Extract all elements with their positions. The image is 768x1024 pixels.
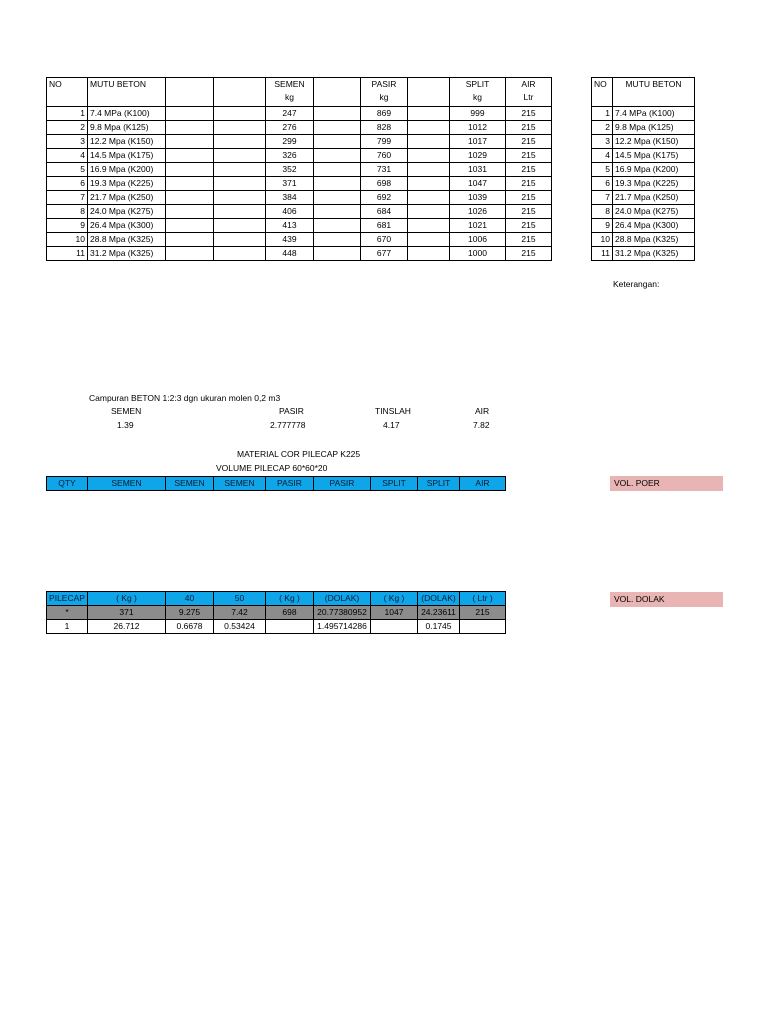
- right-header-no: NO: [592, 78, 613, 107]
- right-cell-no: 9: [592, 219, 613, 233]
- cell-pasir: 731: [361, 163, 408, 177]
- material-header-cell: SEMEN: [214, 477, 266, 491]
- header-semen: SEMEN kg: [266, 78, 314, 107]
- table-row: [47, 149, 552, 163]
- right-cell-mutu: 12.2 Mpa (K150): [613, 135, 695, 149]
- cell-no: 2: [47, 121, 88, 135]
- header-pasir: PASIR kg: [361, 78, 408, 107]
- right-cell-no: 3: [592, 135, 613, 149]
- cell-mutu: 9.8 Mpa (K125): [88, 121, 166, 135]
- header-split: SPLIT kg: [450, 78, 506, 107]
- cell-no: 4: [47, 149, 88, 163]
- right-mutu-table: [591, 77, 695, 261]
- right-cell-mutu: 19.3 Mpa (K225): [613, 177, 695, 191]
- cell-pasir: 760: [361, 149, 408, 163]
- cell-air: 215: [506, 219, 552, 233]
- pilecap-one-cell: [460, 620, 506, 634]
- pilecap-one-cell: [266, 620, 314, 634]
- cell-no: 3: [47, 135, 88, 149]
- table-row: [592, 107, 695, 121]
- cell-mutu: 31.2 Mpa (K325): [88, 247, 166, 261]
- pilecap-header-cell: 40: [166, 592, 214, 606]
- table-row: [592, 219, 695, 233]
- pilecap-star-cell: 9.275: [166, 606, 214, 620]
- right-cell-no: 7: [592, 191, 613, 205]
- right-cell-no: 5: [592, 163, 613, 177]
- vol-poer-label: VOL. POER: [610, 476, 723, 491]
- campuran-title: Campuran BETON 1:2:3 dgn ukuran molen 0,2 m3: [89, 393, 281, 403]
- cell-mutu: 7.4 MPa (K100): [88, 107, 166, 121]
- right-header-mutu-beton: MUTU BETON: [613, 78, 695, 107]
- right-cell-mutu: 14.5 Mpa (K175): [613, 149, 695, 163]
- pilecap-one-cell: 1: [47, 620, 88, 634]
- table-row: [47, 135, 552, 149]
- table-row: [592, 163, 695, 177]
- cell-mutu: 14.5 Mpa (K175): [88, 149, 166, 163]
- cell-no: 1: [47, 107, 88, 121]
- cell-split: 1031: [450, 163, 506, 177]
- cell-no: 9: [47, 219, 88, 233]
- cell-pasir: 684: [361, 205, 408, 219]
- right-cell-mutu: 26.4 Mpa (K300): [613, 219, 695, 233]
- pilecap-one-row: [47, 620, 506, 634]
- cell-split: 1039: [450, 191, 506, 205]
- pilecap-table: [46, 591, 506, 634]
- cell-mutu: 21.7 Mpa (K250): [88, 191, 166, 205]
- material-title: MATERIAL COR PILECAP K225: [237, 449, 361, 459]
- cell-no: 6: [47, 177, 88, 191]
- pilecap-header-cell: ( Kg ): [371, 592, 418, 606]
- cell-semen: 448: [266, 247, 314, 261]
- campuran-air-label: AIR: [475, 406, 490, 416]
- table-row: [47, 205, 552, 219]
- cell-air: 215: [506, 191, 552, 205]
- table-row: [592, 121, 695, 135]
- right-cell-no: 11: [592, 247, 613, 261]
- header-mutu-beton: MUTU BETON: [88, 78, 166, 107]
- pilecap-one-cell: 26.712: [88, 620, 166, 634]
- campuran-pasir-label: PASIR: [279, 406, 304, 416]
- cell-mutu: 28.8 Mpa (K325): [88, 233, 166, 247]
- table-row: [47, 163, 552, 177]
- cell-pasir: 692: [361, 191, 408, 205]
- table-row: [592, 247, 695, 261]
- cell-semen: 276: [266, 121, 314, 135]
- cell-split: 1047: [450, 177, 506, 191]
- material-volume: VOLUME PILECAP 60*60*20: [216, 463, 328, 473]
- campuran-semen-label: SEMEN: [111, 406, 142, 416]
- material-header-cell: PASIR: [314, 477, 371, 491]
- cell-air: 215: [506, 121, 552, 135]
- cell-split: 999: [450, 107, 506, 121]
- campuran-tinslah-label: TINSLAH: [375, 406, 411, 416]
- pilecap-one-cell: [371, 620, 418, 634]
- material-header-row: [47, 477, 506, 491]
- cell-mutu: 24.0 Mpa (K275): [88, 205, 166, 219]
- header-no: NO: [47, 78, 88, 107]
- material-header-cell: SEMEN: [166, 477, 214, 491]
- cell-semen: 406: [266, 205, 314, 219]
- table-row: [592, 191, 695, 205]
- cell-pasir: 869: [361, 107, 408, 121]
- cell-semen: 384: [266, 191, 314, 205]
- pilecap-header-cell: ( Ltr ): [460, 592, 506, 606]
- material-header-table: [46, 476, 506, 491]
- table-row: [592, 177, 695, 191]
- table-row: [47, 191, 552, 205]
- pilecap-star-cell: 1047: [371, 606, 418, 620]
- cell-no: 11: [47, 247, 88, 261]
- table-row: [47, 233, 552, 247]
- material-header-cell: SPLIT: [371, 477, 418, 491]
- table-row: [47, 121, 552, 135]
- pilecap-one-cell: 0.1745: [418, 620, 460, 634]
- cell-split: 1000: [450, 247, 506, 261]
- cell-semen: 352: [266, 163, 314, 177]
- table-row: [47, 247, 552, 261]
- right-cell-mutu: 28.8 Mpa (K325): [613, 233, 695, 247]
- cell-split: 1021: [450, 219, 506, 233]
- table-row: [592, 135, 695, 149]
- campuran-pasir-value: 2.777778: [270, 420, 306, 430]
- campuran-air-value: 7.82: [473, 420, 490, 430]
- pilecap-header-cell: PILECAP: [47, 592, 88, 606]
- cell-pasir: 681: [361, 219, 408, 233]
- cell-semen: 247: [266, 107, 314, 121]
- right-cell-no: 6: [592, 177, 613, 191]
- cell-pasir: 670: [361, 233, 408, 247]
- cell-split: 1029: [450, 149, 506, 163]
- cell-air: 215: [506, 233, 552, 247]
- table-row: [592, 149, 695, 163]
- material-header-cell: AIR: [460, 477, 506, 491]
- right-cell-mutu: 9.8 Mpa (K125): [613, 121, 695, 135]
- cell-semen: 439: [266, 233, 314, 247]
- pilecap-star-cell: 215: [460, 606, 506, 620]
- pilecap-star-row: [47, 606, 506, 620]
- pilecap-star-cell: 7.42: [214, 606, 266, 620]
- cell-air: 215: [506, 205, 552, 219]
- right-cell-no: 4: [592, 149, 613, 163]
- cell-mutu: 16.9 Mpa (K200): [88, 163, 166, 177]
- cell-no: 8: [47, 205, 88, 219]
- pilecap-one-cell: 0.53424: [214, 620, 266, 634]
- pilecap-header-cell: (DOLAK): [314, 592, 371, 606]
- cell-semen: 413: [266, 219, 314, 233]
- table-row: [47, 107, 552, 121]
- cell-mutu: 12.2 Mpa (K150): [88, 135, 166, 149]
- cell-split: 1017: [450, 135, 506, 149]
- table-row: [47, 177, 552, 191]
- right-cell-mutu: 7.4 MPa (K100): [613, 107, 695, 121]
- pilecap-star-cell: 371: [88, 606, 166, 620]
- right-cell-mutu: 16.9 Mpa (K200): [613, 163, 695, 177]
- cell-semen: 326: [266, 149, 314, 163]
- cell-semen: 299: [266, 135, 314, 149]
- cell-pasir: 698: [361, 177, 408, 191]
- right-cell-no: 8: [592, 205, 613, 219]
- cell-no: 10: [47, 233, 88, 247]
- cell-pasir: 677: [361, 247, 408, 261]
- right-cell-mutu: 24.0 Mpa (K275): [613, 205, 695, 219]
- cell-air: 215: [506, 107, 552, 121]
- pilecap-header-cell: ( Kg ): [88, 592, 166, 606]
- cell-no: 7: [47, 191, 88, 205]
- campuran-semen-value: 1.39: [117, 420, 134, 430]
- cell-air: 215: [506, 247, 552, 261]
- right-cell-no: 1: [592, 107, 613, 121]
- pilecap-header-cell: 50: [214, 592, 266, 606]
- cell-air: 215: [506, 163, 552, 177]
- right-cell-no: 2: [592, 121, 613, 135]
- table-row: [592, 233, 695, 247]
- pilecap-one-cell: 0.6678: [166, 620, 214, 634]
- cell-split: 1026: [450, 205, 506, 219]
- pilecap-star-cell: 20.77380952: [314, 606, 371, 620]
- pilecap-star-cell: 698: [266, 606, 314, 620]
- keterangan-label: Keterangan:: [613, 279, 660, 289]
- pilecap-star-cell: *: [47, 606, 88, 620]
- pilecap-header-row: [47, 592, 506, 606]
- right-cell-no: 10: [592, 233, 613, 247]
- table-row: [47, 219, 552, 233]
- material-header-cell: SEMEN: [88, 477, 166, 491]
- pilecap-header-cell: ( Kg ): [266, 592, 314, 606]
- pilecap-header-cell: (DOLAK): [418, 592, 460, 606]
- cell-mutu: 19.3 Mpa (K225): [88, 177, 166, 191]
- cell-split: 1006: [450, 233, 506, 247]
- main-mix-table: [46, 77, 552, 261]
- pilecap-star-cell: 24.23611: [418, 606, 460, 620]
- material-header-cell: SPLIT: [418, 477, 460, 491]
- header-air: AIR Ltr: [506, 78, 552, 107]
- cell-air: 215: [506, 135, 552, 149]
- vol-dolak-label: VOL. DOLAK: [610, 592, 723, 607]
- cell-pasir: 828: [361, 121, 408, 135]
- campuran-tinslah-value: 4.17: [383, 420, 400, 430]
- pilecap-one-cell: 1.495714286: [314, 620, 371, 634]
- cell-pasir: 799: [361, 135, 408, 149]
- cell-air: 215: [506, 149, 552, 163]
- cell-semen: 371: [266, 177, 314, 191]
- cell-no: 5: [47, 163, 88, 177]
- cell-mutu: 26.4 Mpa (K300): [88, 219, 166, 233]
- cell-air: 215: [506, 177, 552, 191]
- material-header-cell: PASIR: [266, 477, 314, 491]
- table-row: [592, 205, 695, 219]
- right-cell-mutu: 31.2 Mpa (K325): [613, 247, 695, 261]
- material-header-cell: QTY: [47, 477, 88, 491]
- cell-split: 1012: [450, 121, 506, 135]
- right-cell-mutu: 21.7 Mpa (K250): [613, 191, 695, 205]
